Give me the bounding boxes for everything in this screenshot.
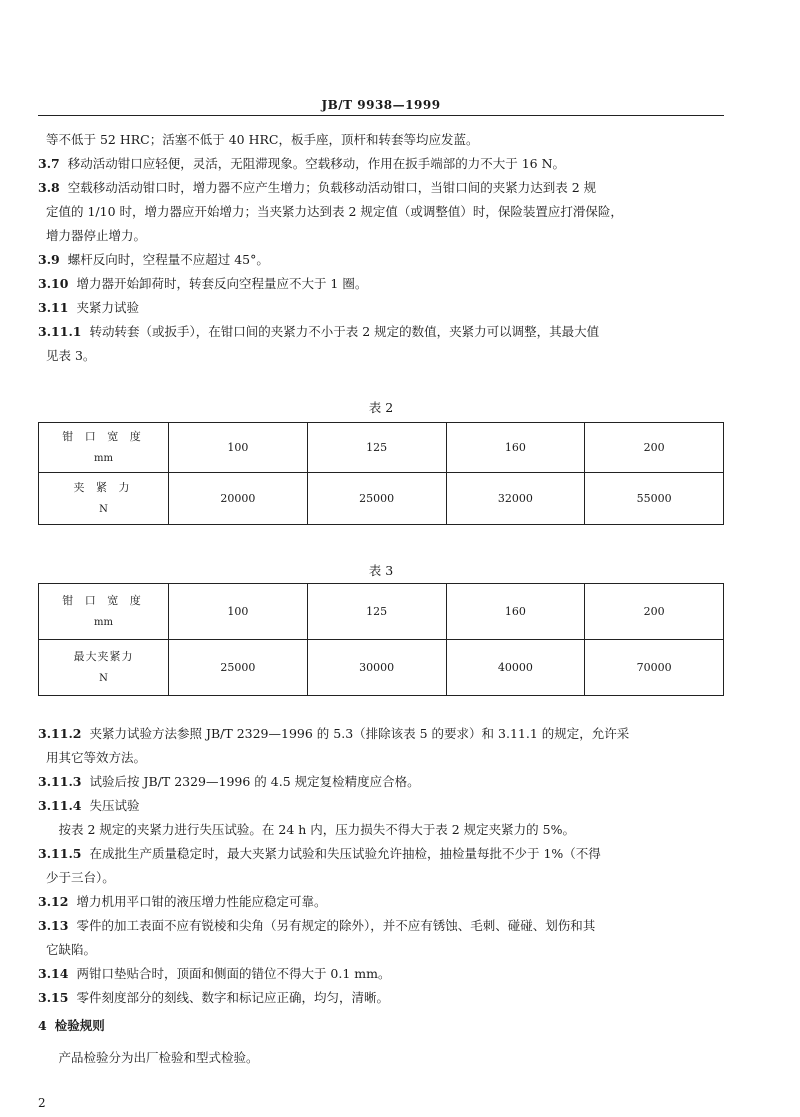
table-3 bbox=[38, 583, 724, 696]
paragraph: 3.11.5 在成批生产质量稳定时，最大夹紧力试验和失压试验允许抽检，抽检量每批不少于 1%（不得 bbox=[38, 846, 601, 861]
paragraph: 3.14 两钳口垫贴合时，顶面和侧面的错位不得大于 0.1 mm。 bbox=[38, 966, 391, 981]
table-cell: 32000 bbox=[446, 473, 585, 525]
paragraph: 3.7 移动活动钳口应轻便，灵活，无阻滞现象。空载移动，作用在扳手端部的力不大于 16 N。 bbox=[38, 156, 566, 171]
table-cell: 70000 bbox=[585, 640, 724, 696]
table-cell: 160 bbox=[446, 423, 585, 473]
paragraph: 3.12 增力机用平口钳的液压增力性能应稳定可靠。 bbox=[38, 894, 327, 909]
paragraph: 产品检验分为出厂检验和型式检验。 bbox=[46, 1050, 259, 1065]
paragraph: 用其它等效方法。 bbox=[46, 750, 147, 765]
paragraph: 3.8 空载移动活动钳口时，增力器不应产生增力；负载移动活动钳口，当钳口间的夹紧力达到表 2 规 bbox=[38, 180, 597, 195]
section-heading: 4 检验规则 bbox=[38, 1018, 105, 1033]
table-row bbox=[39, 584, 724, 640]
table-2 bbox=[38, 422, 724, 525]
page-number: 2 bbox=[38, 1096, 46, 1110]
table-cell: 200 bbox=[585, 423, 724, 473]
paragraph: 3.15 零件刻度部分的刻线、数字和标记应正确，均匀，清晰。 bbox=[38, 990, 389, 1005]
paragraph: 增力器停止增力。 bbox=[46, 228, 147, 243]
body-text-upper bbox=[38, 128, 728, 368]
table-cell: 55000 bbox=[585, 473, 724, 525]
table-cell: 200 bbox=[585, 584, 724, 640]
table-cell: 125 bbox=[307, 584, 446, 640]
paragraph: 3.11.1 转动转套（或扳手），在钳口间的夹紧力不小于表 2 规定的数值，夹紧力可以调整，其最大值 bbox=[38, 324, 600, 339]
document-header: JB/T 9938—1999 bbox=[321, 98, 441, 112]
body-text-lower bbox=[38, 722, 728, 1070]
table-row bbox=[39, 640, 724, 696]
table-header-cell: 钳 口 宽 度 mm bbox=[39, 423, 169, 473]
table-cell: 125 bbox=[307, 423, 446, 473]
table-cell: 25000 bbox=[169, 640, 308, 696]
table-header-cell: 钳 口 宽 度 mm bbox=[39, 584, 169, 640]
paragraph: 3.11.2 夹紧力试验方法参照 JB/T 2329—1996 的 5.3（排除该表 5 的要求）和 3.11.1 的规定，允许采 bbox=[38, 726, 630, 741]
paragraph: 3.10 增力器开始卸荷时，转套反向空程量应不大于 1 圈。 bbox=[38, 276, 368, 291]
paragraph: 3.11.3 试验后按 JB/T 2329—1996 的 4.5 规定复检精度应合格。 bbox=[38, 774, 420, 789]
table-cell: 30000 bbox=[307, 640, 446, 696]
paragraph: 3.11.4 失压试验 bbox=[38, 798, 140, 813]
table-3-caption: 表 3 bbox=[368, 563, 394, 578]
table-cell: 25000 bbox=[307, 473, 446, 525]
table-row bbox=[39, 423, 724, 473]
table-header-cell: 最大夹紧力 N bbox=[39, 640, 169, 696]
paragraph: 少于三台）。 bbox=[46, 870, 115, 885]
paragraph: 见表 3。 bbox=[46, 348, 96, 363]
table-row bbox=[39, 473, 724, 525]
table-cell: 40000 bbox=[446, 640, 585, 696]
paragraph: 它缺陷。 bbox=[46, 942, 97, 957]
paragraph: 定值的 1/10 时，增力器应开始增力；当夹紧力达到表 2 规定值（或调整值）时，保险装置应打滑保险， bbox=[46, 204, 623, 219]
table-2-caption: 表 2 bbox=[368, 400, 394, 415]
paragraph: 等不低于 52 HRC；活塞不低于 40 HRC，板手座，顶杆和转套等均应发蓝。 bbox=[46, 132, 479, 147]
table-cell: 100 bbox=[169, 584, 308, 640]
paragraph: 按表 2 规定的夹紧力进行失压试验。在 24 h 内，压力损失不得大于表 2 规定夹紧力的 5%。 bbox=[46, 822, 575, 837]
paragraph: 3.11 夹紧力试验 bbox=[38, 300, 139, 315]
paragraph: 3.13 零件的加工表面不应有锐棱和尖角（另有规定的除外），并不应有锈蚀、毛刺、碰碰、划伤和其 bbox=[38, 918, 596, 933]
header-rule bbox=[38, 115, 724, 116]
table-cell: 100 bbox=[169, 423, 308, 473]
table-cell: 20000 bbox=[169, 473, 308, 525]
table-cell: 160 bbox=[446, 584, 585, 640]
paragraph: 3.9 螺杆反向时，空程量不应超过 45°。 bbox=[38, 252, 269, 267]
table-header-cell: 夹 紧 力 N bbox=[39, 473, 169, 525]
